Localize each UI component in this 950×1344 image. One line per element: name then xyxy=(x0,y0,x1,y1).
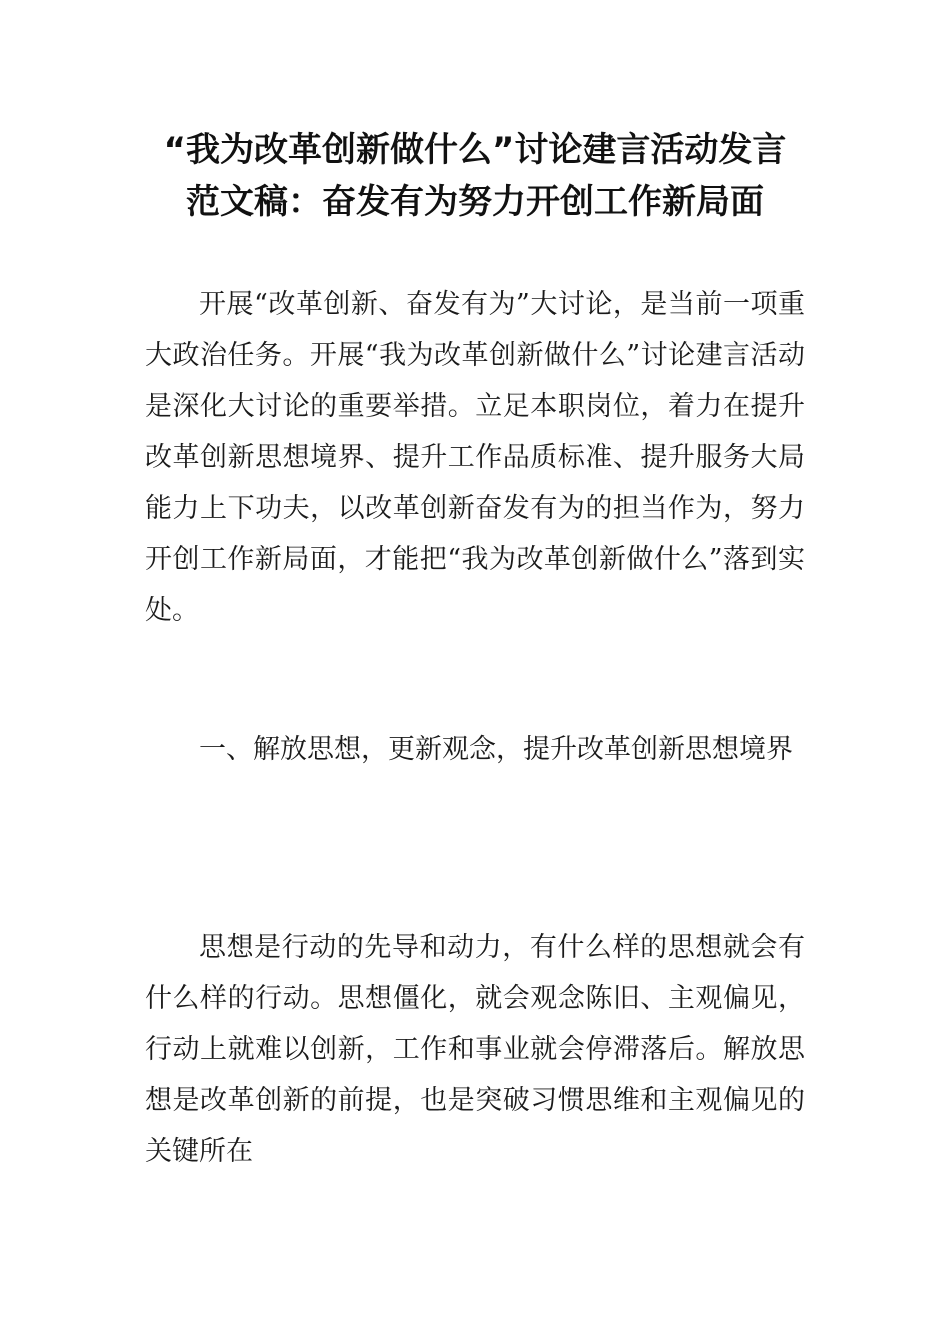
document-title: “我为改革创新做什么”讨论建言活动发言范文稿：奋发有为努力开创工作新局面 xyxy=(163,130,787,222)
section-heading: 一、解放思想，更新观念，提升改革创新思想境界 xyxy=(199,734,793,765)
section-paragraph: 思想是行动的先导和动力，有什么样的思想就会有什么样的行动。思想僵化，就会观念陈旧、主观偏见，行动上就难以创新，工作和事业就会停滞落后。解放思想是改革创新的前提，也是突破习惯思维和主观偏见的关键所在 xyxy=(145,932,805,1167)
intro-paragraph: 开展“改革创新、奋发有为”大讨论，是当前一项重大政治任务。开展“我为改革创新做什么”讨论建言活动是深化大讨论的重要举措。立足本职岗位，着力在提升改革创新思想境界、提升工作品质标准、提升服务大局能力上下功夫，以改革创新奋发有为的担当作为，努力开创工作新局面，才能把“我为改革创新做什么”落到实处。 xyxy=(145,289,805,626)
